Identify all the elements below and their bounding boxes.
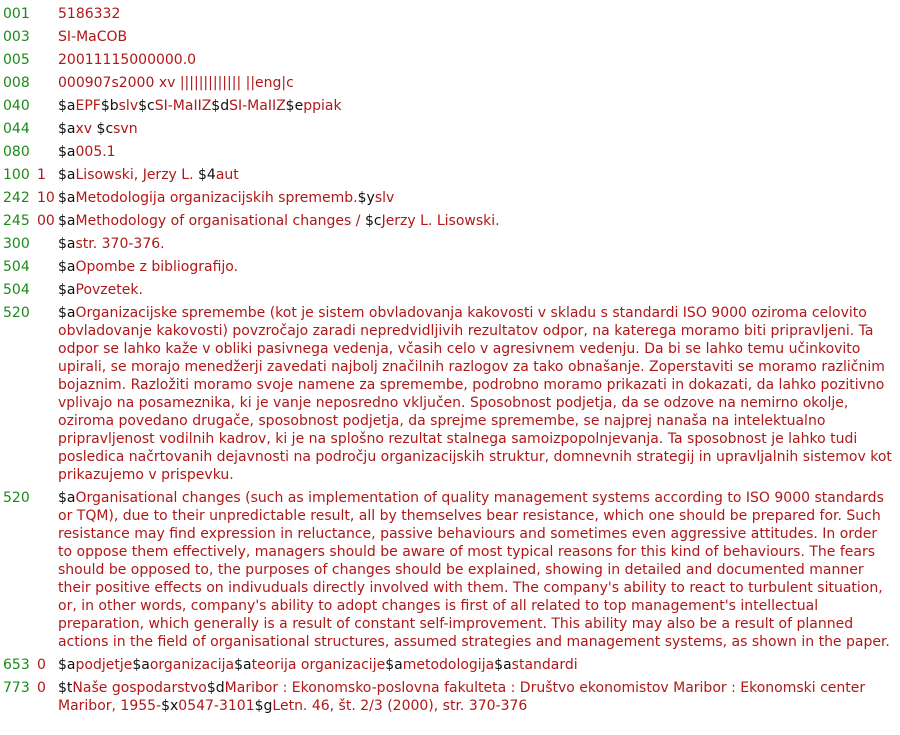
subfield <box>211 98 285 114</box>
subfield-code: $g <box>254 698 273 714</box>
subfield-code: $4 <box>197 167 216 183</box>
subfield <box>58 52 196 68</box>
field-value <box>58 97 892 115</box>
subfield-text: Letn. 46, št. 2/3 (2000), str. 370-376 <box>272 698 528 714</box>
subfield <box>58 144 116 160</box>
subfield <box>58 305 892 483</box>
marc-field-008 <box>0 74 900 92</box>
subfield <box>101 98 138 114</box>
subfield-text: EPF <box>75 98 101 114</box>
subfield <box>58 190 358 206</box>
subfield-text: ppiak <box>303 98 342 114</box>
subfield-text: Maribor : Ekonomsko-poslovna fakulteta : Društvo ekonomistov Maribor : Ekonomski center Maribor, 1955- <box>58 680 866 714</box>
subfield <box>385 657 494 673</box>
subfield <box>58 259 238 275</box>
marc-field-653 <box>0 656 900 674</box>
subfield-text: SI-MaIIZ <box>154 98 212 114</box>
subfield-text: metodologija <box>402 657 495 673</box>
marc-field-044 <box>0 120 900 138</box>
field-indicators: 0 <box>37 657 46 673</box>
subfield-code: $y <box>357 190 375 206</box>
subfield-text: Naše gospodarstvo <box>72 680 207 696</box>
field-value <box>58 281 892 299</box>
field-tag: 245 <box>3 213 30 229</box>
field-value <box>58 5 892 23</box>
subfield-code: $a <box>132 657 150 673</box>
field-value <box>58 679 892 715</box>
subfield <box>358 190 395 206</box>
subfield <box>234 657 385 673</box>
subfield-code: $a <box>385 657 403 673</box>
subfield-text: SI-MaIIZ <box>229 98 286 114</box>
subfield-text: Organisational changes (such as implementation of quality management systems according to ISO 9000 standards or TQM), due to their unpredictable result, all by themselves bear resistance, which one should be prepared for. Such resistance may find expression in reluctance, passive behaviours and sometimes even aggressive attitudes. In order to oppose them effectively, managers should be aware of most typical reasons for this kind of behaviours. The fears should be opposed to, the purposes of changes should be explained, showing in detailed and documented manner their positive effects on indivuduals directly involved with them. The company's ability to react to turbulent situation, or, in other words, company's ability to adopt changes is first of all related to top management's intellectual preparation, which generally is a result of constant self-improvement. This ability may also be a result of planned actions in the field of organisational structures, assumed strategies and management systems, as shown in the paper. <box>58 490 890 650</box>
subfield <box>58 75 294 91</box>
field-value <box>58 235 892 253</box>
subfield-text: str. 370-376. <box>75 236 165 252</box>
marc-field-080 <box>0 143 900 161</box>
subfield-text: Methodology of organisational changes / <box>75 213 365 229</box>
marc-field-040 <box>0 97 900 115</box>
field-tag: 504 <box>3 259 30 275</box>
marc-field-504 <box>0 258 900 276</box>
subfield-code: $a <box>58 213 76 229</box>
subfield <box>138 98 211 114</box>
subfield-code: $d <box>211 98 230 114</box>
subfield <box>58 167 198 183</box>
field-tag: 044 <box>3 121 30 137</box>
subfield-code: $a <box>58 305 76 321</box>
subfield-code: $t <box>58 680 73 696</box>
marc-field-100 <box>0 166 900 184</box>
field-tag: 008 <box>3 75 30 91</box>
field-value <box>58 189 892 207</box>
subfield <box>286 98 342 114</box>
subfield-text: svn <box>113 121 138 137</box>
subfield <box>58 282 143 298</box>
field-tag: 520 <box>3 490 30 506</box>
subfield <box>161 698 255 714</box>
field-value <box>58 28 892 46</box>
subfield-text: standardi <box>511 657 578 673</box>
subfield <box>58 490 890 650</box>
subfield-code: $a <box>58 167 76 183</box>
marc-field-504 <box>0 281 900 299</box>
subfield-text: Opombe z bibliografijo. <box>75 259 239 275</box>
marc-field-005 <box>0 51 900 69</box>
subfield <box>58 680 207 696</box>
subfield <box>58 657 132 673</box>
field-tag: 001 <box>3 6 30 22</box>
subfield-code: $c <box>138 98 155 114</box>
field-value <box>58 166 892 184</box>
subfield-text: 5186332 <box>58 6 121 22</box>
field-tag: 300 <box>3 236 30 252</box>
subfield-code: $c <box>364 213 382 229</box>
subfield-code: $a <box>58 657 76 673</box>
subfield-code: $d <box>206 680 225 696</box>
subfield-code: $a <box>494 657 512 673</box>
subfield-text: Metodologija organizacijskih sprememb. <box>75 190 358 206</box>
subfield <box>58 6 120 22</box>
field-value <box>58 143 892 161</box>
subfield-text: slv <box>374 190 395 206</box>
subfield-code: $a <box>234 657 252 673</box>
subfield-code: $a <box>58 144 76 160</box>
subfield <box>365 213 500 229</box>
field-tag: 080 <box>3 144 30 160</box>
marc-field-520 <box>0 304 900 484</box>
subfield-code: $a <box>58 259 76 275</box>
subfield <box>58 121 97 137</box>
subfield-text: Povzetek. <box>75 282 143 298</box>
field-value <box>58 51 892 69</box>
field-tag: 100 <box>3 167 30 183</box>
subfield-text: Lisowski, Jerzy L. <box>75 167 198 183</box>
field-indicators: 0 <box>37 680 46 696</box>
field-value <box>58 489 892 651</box>
subfield-code: $b <box>100 98 119 114</box>
subfield-text: teorija organizacije <box>251 657 386 673</box>
marc-field-300 <box>0 235 900 253</box>
marc-field-001 <box>0 5 900 23</box>
field-tag: 005 <box>3 52 30 68</box>
subfield <box>132 657 234 673</box>
field-indicators: 1 <box>37 167 46 183</box>
field-value <box>58 258 892 276</box>
subfield-code: $a <box>58 282 76 298</box>
marc-field-245 <box>0 212 900 230</box>
subfield-text: 0547-3101 <box>178 698 255 714</box>
subfield-text: 20011115000000.0 <box>58 52 197 68</box>
subfield <box>198 167 239 183</box>
subfield-code: $a <box>58 490 76 506</box>
subfield-code: $e <box>285 98 304 114</box>
subfield-text: 000907s2000 xv ||||||||||||| ||eng|c <box>58 75 294 91</box>
subfield <box>494 657 578 673</box>
marc-field-773 <box>0 679 900 715</box>
subfield <box>58 98 101 114</box>
field-indicators: 10 <box>37 190 55 206</box>
subfield <box>58 29 127 45</box>
field-value <box>58 304 892 484</box>
subfield-code: $a <box>58 121 76 137</box>
subfield-code: $a <box>58 236 76 252</box>
field-value <box>58 656 892 674</box>
field-tag: 040 <box>3 98 30 114</box>
subfield <box>97 121 138 137</box>
field-value <box>58 74 892 92</box>
subfield-code: $c <box>96 121 114 137</box>
subfield-text: Organizacijske spremembe (kot je sistem obvladovanja kakovosti v skladu s standardi ISO 9000 oziroma celovito obvladovanje kakovosti) povzročajo zaradi nepredvidljivih rezultatov odpor, na katerega moramo biti pripravljeni. Ta odpor se lahko kaže v obliki pasivnega vedenja, včasih celo v agresivnem vedenju. Da bi se lahko temu učinkovito upirali, se morajo menedžerji zavedati najbolj značilnih razlogov za tako obnašanje. Zoperstaviti se moramo različnim bojaznim. Razložiti moramo svoje namene za spremembe, podrobno moramo prikazati in dokazati, da lahko pozitivno vplivajo na posameznika, ki je vanje neposredno vključen. Sposobnost podjetja, da se odzove na nemirno okolje, oziroma povedano drugače, sposobnost podjetja, da sprejme spremembe, se najprej nanaša na intelektualno pripravljenost vodilnih kadrov, ki je na splošno rezultat stalnega samoizpopolnjevanja. Ta sposobnost je lahko tudi posledica načrtovanih dejavnosti na področju organizacijskih struktur, domnevnih strategij in upravljalnih sistemov kot prikazujemo v prispevku. <box>58 305 892 483</box>
marc-field-242 <box>0 189 900 207</box>
field-tag: 504 <box>3 282 30 298</box>
subfield-code: $a <box>58 190 76 206</box>
field-tag: 242 <box>3 190 30 206</box>
field-tag: 520 <box>3 305 30 321</box>
subfield-text: 005.1 <box>75 144 116 160</box>
field-value <box>58 212 892 230</box>
field-value <box>58 120 892 138</box>
marc-field-003 <box>0 28 900 46</box>
subfield-text: organizacija <box>149 657 235 673</box>
field-tag: 773 <box>3 680 30 696</box>
field-tag: 653 <box>3 657 30 673</box>
subfield <box>255 698 528 714</box>
subfield <box>58 236 165 252</box>
subfield <box>58 213 365 229</box>
marc-field-520 <box>0 489 900 651</box>
field-tag: 003 <box>3 29 30 45</box>
subfield-code: $x <box>161 698 179 714</box>
subfield-code: $a <box>58 98 76 114</box>
subfield-text: podjetje <box>75 657 133 673</box>
subfield-text: xv <box>75 121 97 137</box>
subfield-text: SI-MaCOB <box>58 29 128 45</box>
subfield-text: slv <box>118 98 139 114</box>
field-indicators: 00 <box>37 213 55 229</box>
subfield-text: Jerzy L. Lisowski. <box>381 213 500 229</box>
subfield-text: aut <box>215 167 239 183</box>
